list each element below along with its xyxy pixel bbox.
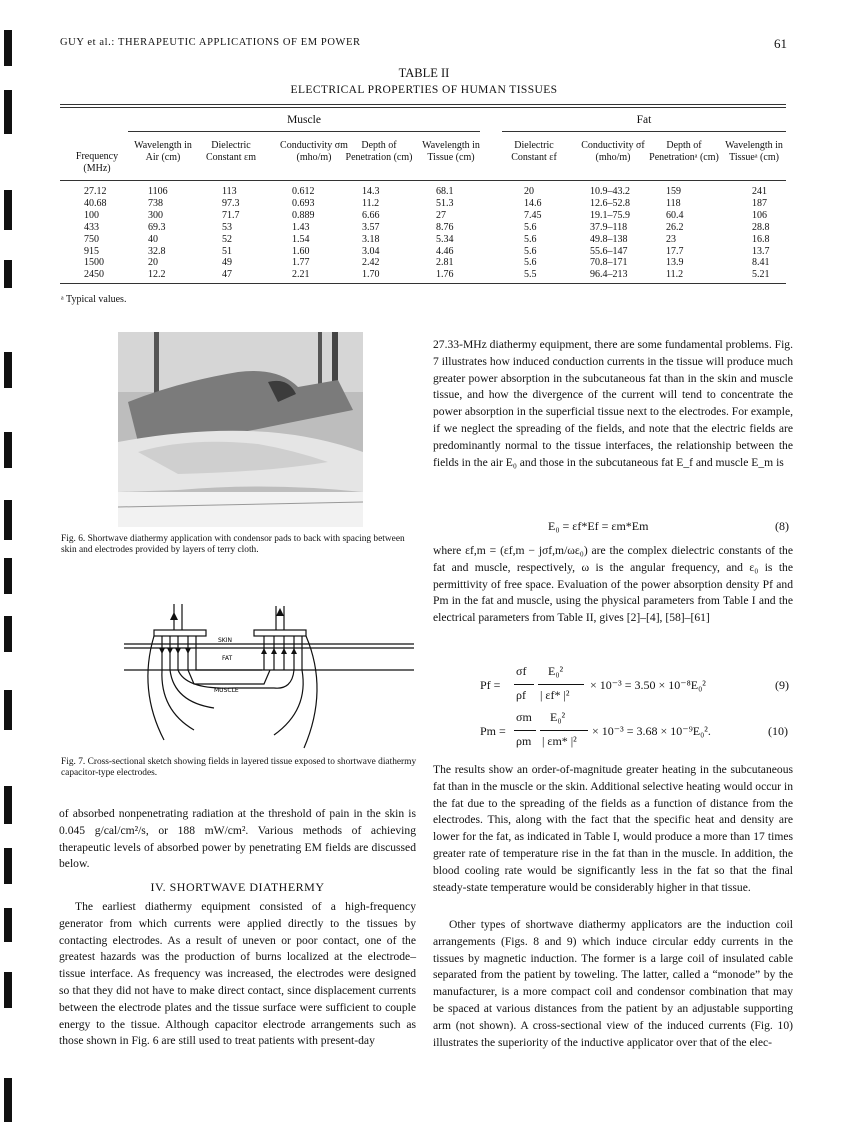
eq10-frac-a-den: ρm xyxy=(516,734,532,748)
fig7-caption: Fig. 7. Cross-sectional sketch showing fields in layered tissue exposed to shortwave diathermy capacitor-type electrodes. xyxy=(61,757,417,778)
fig7-sketch xyxy=(124,590,414,750)
col-header-dielectric-muscle: Dielectric Constant εm xyxy=(205,140,257,163)
table-cell: 1.54 xyxy=(292,233,310,245)
eq9-frac-b-den: | εf* |² xyxy=(540,688,570,702)
table-top-rule xyxy=(60,107,786,108)
table-cell: 5.6 xyxy=(524,257,537,269)
table-cell: 12.6–52.8 xyxy=(590,197,630,209)
table-cell: 118 xyxy=(666,197,681,209)
table-cell: 53 xyxy=(222,221,232,233)
table-cell: 3.04 xyxy=(362,245,380,257)
table-cell: 49 xyxy=(222,257,232,269)
equation-10-number: (10) xyxy=(768,724,788,738)
table-cell: 51.3 xyxy=(436,197,454,209)
right-column-para2: where εf,m = (εf,m − jσf,m/ωε₀) are the complex dielectric constants of the fat and muscle, respectively, ω is the angular frequency, and ε₀ is the permittivity of free space. Evaluation of the power absorption density Pf and Pm in the fat and muscle, using the physical parameters from Table I and the electrical parameters from Table II, gives [2]–[4], [58]–[61] xyxy=(433,544,793,625)
table-cell: 0.889 xyxy=(292,209,315,221)
table-cell: 51 xyxy=(222,245,232,257)
table-cell: 11.2 xyxy=(666,269,684,281)
binding-mark xyxy=(4,190,12,230)
table-cell: 27 xyxy=(436,209,446,221)
table-cell: 106 xyxy=(752,209,767,221)
table-cell: 55.6–147 xyxy=(590,245,628,257)
table-cell: 1500 xyxy=(84,257,104,269)
table-cell: 14.6 xyxy=(524,197,542,209)
table-cell: 100 xyxy=(84,209,99,221)
table-cell: 915 xyxy=(84,245,99,257)
muscle-group-rule xyxy=(128,131,480,132)
fig6-caption: Fig. 6. Shortwave diathermy application with condensor pads to back with spacing between skin and electrodes provided by layers of terry cloth. xyxy=(61,534,405,555)
table-cell: 37.9–118 xyxy=(590,221,628,233)
binding-mark xyxy=(4,848,12,884)
fig7-diagram xyxy=(124,590,414,750)
eq9-frac-a-bar xyxy=(514,684,534,685)
equation-8: E₀ = εf*Ef = εm*Em xyxy=(548,519,649,533)
table-cell: 1106 xyxy=(148,186,168,197)
table-cell: 60.4 xyxy=(666,209,684,221)
table-cell: 300 xyxy=(148,209,163,221)
table-cell: 14.3 xyxy=(362,186,380,197)
table-cell: 0.612 xyxy=(292,186,315,197)
section-heading: IV. SHORTWAVE DIATHERMY xyxy=(150,880,325,894)
muscle-group-label: Muscle xyxy=(287,114,321,126)
table-top-rule xyxy=(60,104,786,105)
fig7-label-muscle: MUSCLE xyxy=(214,687,239,694)
right-column-para4: Other types of shortwave diathermy applicators are the induction coil arrangements (Figs. 8 and 9) which induce circular eddy currents in the tissues by magnetic induction. The former is a large coil of insulated cable separated from the patient by toweling. The latter, called a “monode” by the manufacturer, is a more compact coil and condensor combination that may be spaced at various distances from the patient by an adjustable supporting arm (not shown). A cross-sectional view of the induced currents (Fig. 10) illustrates the superiority of the inductive applicator over that of the elec- xyxy=(433,918,793,1049)
col-header-depth-muscle: Depth of Penetration (cm) xyxy=(345,140,413,163)
table-cell: 27.12 xyxy=(84,186,107,197)
equation-8-number: (8) xyxy=(775,519,789,533)
table-cell: 113 xyxy=(222,186,237,197)
table-cell: 1.76 xyxy=(436,269,454,281)
binding-mark xyxy=(4,1078,12,1122)
table-cell: 0.693 xyxy=(292,197,315,209)
table-cell: 13.9 xyxy=(666,257,684,269)
table-cell: 32.8 xyxy=(148,245,166,257)
table-cell: 2.81 xyxy=(436,257,454,269)
table-cell: 2.42 xyxy=(362,257,380,269)
table-header-rule xyxy=(60,180,786,181)
table-cell: 2450 xyxy=(84,269,104,281)
table-cell: 97.3 xyxy=(222,197,240,209)
table-cell: 12.2 xyxy=(148,269,166,281)
table-bottom-rule xyxy=(60,283,786,284)
table-cell: 96.4–213 xyxy=(590,269,628,281)
table-cell: 20 xyxy=(148,257,158,269)
equation-9 xyxy=(480,664,790,708)
table-footnote: ᵃ Typical values. xyxy=(61,294,127,305)
table-cell: 433 xyxy=(84,221,99,233)
binding-mark xyxy=(4,432,12,468)
eq9-frac-a-num: σf xyxy=(516,664,527,678)
table-cell: 16.8 xyxy=(752,233,770,245)
table-cell: 6.66 xyxy=(362,209,380,221)
eq9-rhs: × 10⁻³ = 3.50 × 10⁻⁸E₀² xyxy=(590,678,706,692)
binding-mark xyxy=(4,972,12,1008)
table-cell: 49.8–138 xyxy=(590,233,628,245)
table-cell: 70.8–171 xyxy=(590,257,628,269)
eq9-frac-b-bar xyxy=(538,684,584,685)
right-column-para1: 27.33-MHz diathermy equipment, there are some fundamental problems. Fig. 7 illustrates how induced conduction currents in the tissue will produce much greater power absorption in the subcutaneous fat than in the skin and muscle tissue, and how the divergence of the current will tend to concentrate the power absorption in the superficial tissue next to the electrodes. For example, if we neglect the spreading of the fields, and note that the electric fields are predominantly normal to the tissue interfaces, the relationship between the fields in the air E₀ and those in the subcutaneous fat E_f and muscle E_m is xyxy=(433,338,793,469)
right-column-para3: The results show an order-of-magnitude greater heating in the subcutaneous fat than in the muscle or the skin. Additional selective heating would occur in the fat due to the spreading of the fields as a function of distance from the electrodes. This, along with the fact that the specific heat and density are lower for the fat, as indicated in Table I, would produce a more than 17 times greater rate of temperature rise in the fat than in the muscle. In addition, the blood cooling rate would be significantly less in the fat so that the final steady-state temperature would be considerably higher in that tissue. xyxy=(433,763,793,894)
eq10-frac-a-num: σm xyxy=(516,710,532,724)
running-title: GUY et al.: THERAPEUTIC APPLICATIONS OF EM POWER xyxy=(60,37,361,48)
table-cell: 750 xyxy=(84,233,99,245)
fig6-photo-image xyxy=(118,332,363,527)
eq10-frac-b-den: | εm* |² xyxy=(542,734,577,748)
table-cell: 1.43 xyxy=(292,221,310,233)
table-cell: 2.21 xyxy=(292,269,310,281)
eq9-frac-a-den: ρf xyxy=(516,688,526,702)
table-cell: 7.45 xyxy=(524,209,542,221)
equation-9-number: (9) xyxy=(775,678,789,692)
table-cell: 5.6 xyxy=(524,221,537,233)
table-cell: 4.46 xyxy=(436,245,454,257)
table-cell: 187 xyxy=(752,197,767,209)
table-number: TABLE II xyxy=(398,66,450,80)
binding-mark xyxy=(4,30,12,66)
table-cell: 20 xyxy=(524,186,534,197)
fig7-label-skin: SKIN xyxy=(218,637,233,644)
col-header-dielectric-fat: Dielectric Constant εf xyxy=(511,140,557,163)
table-cell: 10.9–43.2 xyxy=(590,186,630,197)
binding-mark xyxy=(4,500,12,540)
eq10-frac-a-bar xyxy=(514,730,536,731)
table-cell: 5.6 xyxy=(524,245,537,257)
table-cell: 40.68 xyxy=(84,197,107,209)
binding-mark xyxy=(4,616,12,652)
table-cell: 5.5 xyxy=(524,269,537,281)
col-header-wavelength-air: Wavelength in Air (cm) xyxy=(134,140,192,163)
fat-group-rule xyxy=(502,131,786,132)
table-cell: 68.1 xyxy=(436,186,454,197)
eq10-frac-b-num: E₀² xyxy=(550,710,566,724)
table-cell: 159 xyxy=(666,186,681,197)
eq10-lhs: Pm = xyxy=(480,724,506,738)
table-cell: 3.18 xyxy=(362,233,380,245)
binding-mark xyxy=(4,786,12,824)
table-cell: 13.7 xyxy=(752,245,770,257)
left-column-para2: The earliest diathermy equipment consisted of a high-frequency generator from which currents were applied directly to the tissues by contacting electrodes. As a result of uneven or poor contact, one of the greatest hazards was the production of burns localized at the electrode–tissue interface. As frequency was increased, the electrodes were designed so that they did not have to make direct contact, since displacement currents between the electrode plates and the tissue surface were sufficient to couple energy to the tissue. Although capacitor electrode arrangements such as those shown in Fig. 6 are still used to treat patients with present-day xyxy=(59,900,416,1048)
binding-mark xyxy=(4,352,12,388)
col-header-depth-fat: Depth of Penetrationᵃ (cm) xyxy=(649,140,719,163)
table-cell: 8.76 xyxy=(436,221,454,233)
equation-10 xyxy=(480,710,790,754)
col-header-conductivity-fat: Conductivity σf (mho/m) xyxy=(581,140,645,163)
table-cell: 8.41 xyxy=(752,257,770,269)
page-number: 61 xyxy=(774,36,787,51)
table-cell: 71.7 xyxy=(222,209,240,221)
binding-mark xyxy=(4,260,12,288)
table-cell: 5.21 xyxy=(752,269,770,281)
binding-mark xyxy=(4,908,12,942)
binding-mark xyxy=(4,690,12,730)
left-column-para1: of absorbed nonpenetrating radiation at the threshold of pain in the skin is 0.045 g/cal/cm²/s, or 188 mW/cm². Various methods of achieving therapeutic levels of absorbed power by penetrating EM fields are discussed below. xyxy=(59,807,416,871)
table-cell: 738 xyxy=(148,197,163,209)
col-header-wavelength-muscle: Wavelength in Tissue (cm) xyxy=(422,140,480,163)
table-cell: 28.8 xyxy=(752,221,770,233)
table-cell: 69.3 xyxy=(148,221,166,233)
binding-mark xyxy=(4,558,12,594)
fig6-photo xyxy=(118,332,363,527)
col-header-conductivity-muscle: Conductivity σm (mho/m) xyxy=(280,140,348,163)
table-cell: 19.1–75.9 xyxy=(590,209,630,221)
table-cell: 1.70 xyxy=(362,269,380,281)
table-cell: 40 xyxy=(148,233,158,245)
table-cell: 1.77 xyxy=(292,257,310,269)
table-cell: 23 xyxy=(666,233,676,245)
col-header-wavelength-fat: Wavelength in Tissueᵃ (cm) xyxy=(725,140,783,163)
binding-mark xyxy=(4,90,12,134)
col-header-frequency: Frequency (MHz) xyxy=(75,151,119,174)
eq9-frac-b-num: E₀² xyxy=(548,664,564,678)
table-cell: 26.2 xyxy=(666,221,684,233)
table-cell: 5.6 xyxy=(524,233,537,245)
table-cell: 3.57 xyxy=(362,221,380,233)
table-cell: 52 xyxy=(222,233,232,245)
fig7-label-fat: FAT xyxy=(222,655,233,662)
table-cell: 17.7 xyxy=(666,245,684,257)
fat-group-label: Fat xyxy=(636,114,652,126)
eq10-frac-b-bar xyxy=(540,730,588,731)
table-cell: 47 xyxy=(222,269,232,281)
eq9-lhs: Pf = xyxy=(480,678,501,692)
table-cell: 5.34 xyxy=(436,233,454,245)
table-cell: 11.2 xyxy=(362,197,380,209)
table-title: ELECTRICAL PROPERTIES OF HUMAN TISSUES xyxy=(290,84,558,96)
table-cell: 1.60 xyxy=(292,245,310,257)
eq10-rhs: × 10⁻³ = 3.68 × 10⁻⁹E₀². xyxy=(592,724,711,738)
table-cell: 241 xyxy=(752,186,767,197)
